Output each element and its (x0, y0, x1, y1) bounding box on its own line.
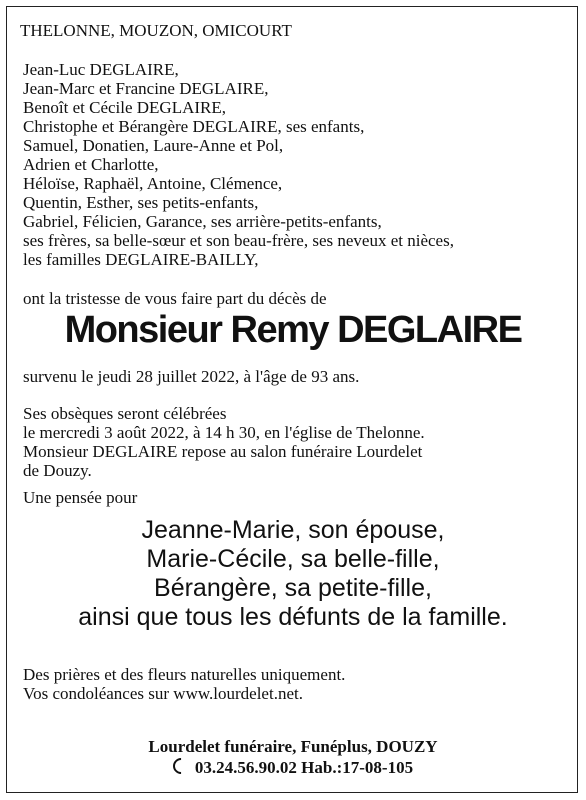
announcement-intro: ont la tristesse de vous faire part du décès de (23, 289, 327, 308)
telephone-icon (170, 755, 193, 778)
phone-number: 03.24.56.90.02 Hab.:17-08-105 (194, 758, 414, 777)
notes (23, 665, 345, 703)
note-line: Vos condoléances sur www.lourdelet.net. (23, 684, 303, 703)
family-line: Gabriel, Félicien, Garance, ses arrière-petits-enfants, (23, 212, 382, 231)
deceased-name: Monsieur Remy DEGLAIRE (64, 309, 522, 351)
family-line: Adrien et Charlotte, (23, 155, 159, 174)
family-list (23, 60, 454, 269)
death-details: survenu le jeudi 28 juillet 2022, à l'âge de 93 ans. (23, 367, 360, 386)
funeral-home-name: Lourdelet funéraire, Funéplus, DOUZY (148, 737, 438, 756)
remembrance-line: Bérangère, sa petite-fille, (154, 574, 432, 602)
remembrance-line: Marie-Cécile, sa belle-fille, (146, 545, 440, 573)
remembrance-line: ainsi que tous les défunts de la famille. (78, 603, 508, 631)
thought-intro: Une pensée pour (23, 488, 138, 507)
funeral-line: Ses obsèques seront célébrées (23, 404, 227, 423)
family-line: Héloïse, Raphaël, Antoine, Clémence, (23, 174, 283, 193)
family-line: Samuel, Donatien, Laure-Anne et Pol, (23, 136, 284, 155)
locations-header: THELONNE, MOUZON, OMICOURT (20, 21, 292, 40)
funeral-home-footer (0, 736, 586, 778)
phone-line (0, 757, 586, 778)
family-line: ses frères, sa belle-sœur et son beau-frère, ses neveux et nièces, (23, 231, 454, 250)
funeral-details (23, 404, 425, 480)
note-line: Des prières et des fleurs naturelles uniquement. (23, 665, 346, 684)
family-line: les familles DEGLAIRE-BAILLY, (23, 250, 259, 269)
funeral-line: le mercredi 3 août 2022, à 14 h 30, en l'église de Thelonne. (23, 423, 425, 442)
funeral-line: Monsieur DEGLAIRE repose au salon funéraire Lourdelet (23, 442, 423, 461)
funeral-line: de Douzy. (23, 461, 92, 480)
family-line: Christophe et Bérangère DEGLAIRE, ses enfants, (23, 117, 365, 136)
family-line: Quentin, Esther, ses petits-enfants, (23, 193, 259, 212)
family-line: Benoît et Cécile DEGLAIRE, (23, 98, 227, 117)
family-line: Jean-Marc et Francine DEGLAIRE, (23, 79, 269, 98)
family-line: Jean-Luc DEGLAIRE, (23, 60, 179, 79)
remembrance-list (0, 516, 586, 632)
remembrance-line: Jeanne-Marie, son épouse, (141, 516, 445, 544)
